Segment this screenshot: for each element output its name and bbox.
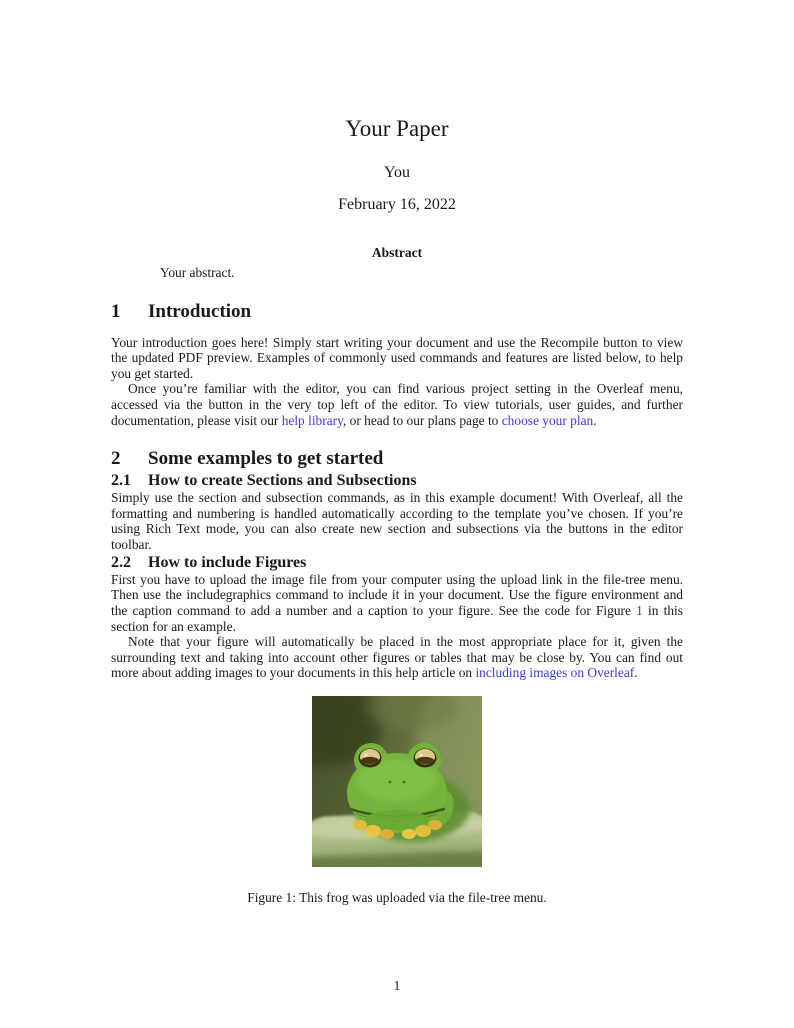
section-2-title: Some examples to get started — [148, 448, 384, 470]
paragraph-text: First you have to upload the image file from your computer using the upload link in the file-tree menu. Then use the includegraphics command to include it in your document. Use the figure environment and the caption command to add a number and a caption to your figure. See the code for Figure — [111, 571, 683, 618]
abstract-heading: Abstract — [371, 244, 423, 260]
figures-paragraph-1 — [111, 572, 683, 634]
section-2-number: 2 — [111, 448, 121, 470]
help-library-link[interactable]: help library — [281, 412, 343, 428]
sections-paragraph: Simply use the section and subsection commands, as in this example document! With Overleaf, all the formatting and numbering is handled automatically according to the template you’ve chosen. If you’re using Rich Text mode, you can also create new section and subsections via the buttons in the editor toolbar. — [111, 490, 683, 552]
subsection-2-1-number: 2.1 — [111, 471, 131, 489]
intro-paragraph-1: Your introduction goes here! Simply start writing your document and use the Recompile button to view the updated PDF preview. Examples of commonly used commands and features are listed below, to help you get started. — [111, 334, 683, 381]
section-2-heading — [111, 448, 683, 471]
subsection-2-2-title: How to include Figures — [148, 553, 307, 571]
section-1-heading — [111, 301, 683, 324]
page-title: Your Paper — [345, 116, 449, 141]
page-number: 1 — [393, 978, 401, 993]
intro-paragraph-2 — [111, 381, 683, 428]
paragraph-text: . — [593, 412, 597, 428]
frog-image — [312, 696, 482, 867]
paragraph-text: Once you’re familiar with the editor, you can find various project setting in the Overleaf menu, accessed via the button in the very top left of the editor. To view tutorials, user guides, and further documentation, please visit our — [111, 381, 683, 428]
figure-caption: Figure 1: This frog was uploaded via the file-tree menu. — [247, 889, 547, 905]
paragraph-text: . — [634, 665, 638, 681]
subsection-2-1-heading — [111, 471, 683, 490]
abstract-text: Your abstract. — [160, 265, 235, 280]
figure-1 — [111, 696, 683, 867]
figure-1-reference-link[interactable]: 1 — [636, 602, 643, 618]
paragraph-text: in this section for an example. — [111, 602, 683, 634]
figures-paragraph-2 — [111, 634, 683, 681]
including-images-on-overleaf-link[interactable]: including images on Overleaf — [475, 665, 635, 681]
paragraph-text: , or head to our plans page to — [342, 412, 502, 428]
subsection-2-2-number: 2.2 — [111, 553, 131, 571]
date: February 16, 2022 — [338, 195, 456, 213]
section-1-number: 1 — [111, 300, 121, 322]
paragraph-text: Note that your figure will automatically be placed in the most appropriate place for it, given the surrounding text and taking into account other figures or tables that may be close by. You can find out more about adding images to your documents in this help article on — [111, 634, 683, 681]
author: You — [384, 164, 410, 182]
section-1-title: Introduction — [148, 300, 252, 322]
subsection-2-1-title: How to create Sections and Subsections — [148, 471, 417, 489]
choose-your-plan-link[interactable]: choose your plan — [501, 412, 594, 428]
subsection-2-2-heading — [111, 553, 683, 572]
